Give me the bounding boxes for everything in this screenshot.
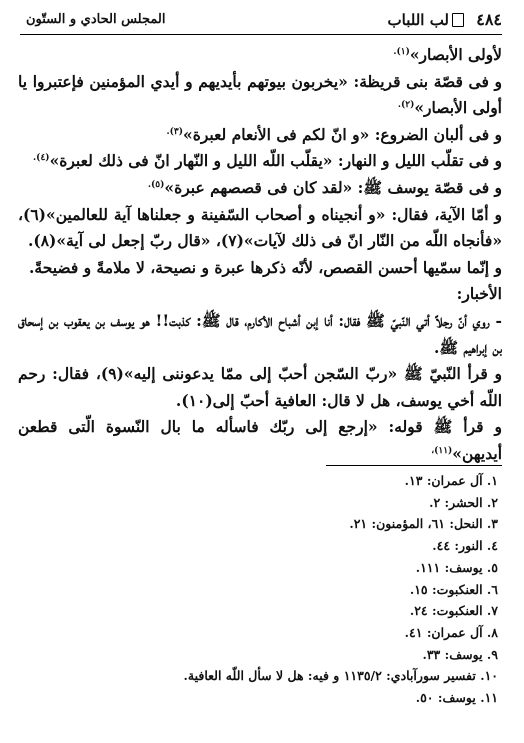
footnote: ١٠. تفسير سورآبادي: ١١٣٥/٢ و فيه: هل لا سأل اللّه العافية. — [183, 668, 498, 684]
book-icon — [452, 13, 464, 27]
page-number: ٤٨٤ — [476, 10, 502, 29]
footnote-divider — [326, 465, 502, 466]
paragraph-text: و قرأ النّبيّ ﷺ «ربّ السّجن أحبّ إلى ممّا يدعوننى إليه» — [123, 364, 503, 384]
heading-text: الأخبار: — [456, 284, 502, 304]
footnote: ٢. الحشر: ٢. — [429, 494, 498, 510]
paragraph-text: لأولى الأبصار» — [409, 45, 502, 64]
paragraph-text: - روي أنّ رجلاً أتي النّبيّ ﷺ فقال: أنا إبن أشباح الأكارم، قال ﷺ: كذبت!! هو يوسف بن يعقوب بن إسحاق بن إبراهيم ﷺ. — [18, 310, 502, 357]
main-text — [18, 42, 502, 468]
footnote-ref: (١). — [393, 46, 410, 57]
footnote-ref: (٥). — [147, 179, 165, 190]
paragraph — [18, 308, 502, 361]
book-title — [388, 11, 464, 29]
paragraph — [18, 69, 502, 122]
paragraph — [18, 414, 502, 467]
footnote: ٩. يوسف: ٣٣. — [422, 646, 498, 662]
page-header — [20, 8, 502, 35]
footnote-ref: (٢). — [397, 100, 415, 111]
section-heading — [18, 281, 502, 308]
footnote-ref-inline: (٩)، فقال: رحم اللّه أخي يوسف، هل لا قال: العافية أحبّ إلى(١٠). — [18, 364, 502, 410]
footnote-ref: (١١)، — [431, 445, 453, 456]
footnote: ٦. العنكبوت: ١٥. — [409, 581, 498, 597]
paragraph-text: و قرأ ﷺ قوله: «إرجع إلى ربّك فاسأله ما بال النّسوة الّتى قطعن أيديهن» — [18, 417, 502, 463]
paragraph-text: و فى قصّة بنى قريظة: «يخربون بيوتهم بأيديهم و أيدي المؤمنين فإعتبروا يا أولى الأبصار» — [18, 71, 502, 118]
paragraph — [18, 42, 502, 69]
paragraph — [18, 122, 502, 149]
paragraph — [18, 202, 502, 255]
paragraph — [18, 361, 502, 414]
book-title-text: لب اللباب — [387, 11, 449, 29]
paragraph-text: و فى تقلّب الليل و النهار: «يقلّب اللّه الليل و النّهار انّ فى ذلك لعبرة» — [49, 151, 502, 171]
footnote: ١١. يوسف: ٥٠. — [415, 690, 498, 706]
paragraph-text: و فى قصّة يوسف ﷺ: «لقد كان فى قصصهم عبرة» — [164, 177, 502, 197]
footnote: ١. آل عمران: ١٣. — [404, 473, 498, 488]
footnotes — [150, 470, 498, 709]
footnote-ref: (٤). — [33, 153, 50, 164]
paragraph — [18, 255, 502, 282]
footnote: ٥. يوسف: ١١١. — [415, 559, 498, 575]
footnote: ٧. العنكبوت: ٢٤. — [409, 603, 498, 619]
footnote: ٤. النور: ٤٤. — [432, 538, 498, 554]
paragraph-text: و أمّا الآية، فقال: «و أنجيناه و أصحاب السّفينة و جعلناها آية للعالمين» — [46, 204, 502, 224]
footnote-ref: (٣). — [166, 126, 184, 137]
footnote-ref-inline: (٦)، «فأنجاه اللّه من النّار انّ فى ذلك لآيات»(٧)، «قال ربّ إجعل لى آية»(٨). — [18, 204, 502, 251]
paragraph — [18, 148, 502, 175]
footnote: ٣. النحل: ٦١، المؤمنون: ٢١. — [349, 516, 498, 532]
paragraph — [18, 175, 502, 202]
paragraph-text: و فى ألبان الضروع: «و انّ لكم فى الأنعام لعبرة» — [183, 124, 502, 144]
chapter-title: المجلس الحادي و الستّون — [26, 12, 166, 27]
paragraph-text: و إنّما سمّيها أحسن القصص، لأنّه ذكرها عبرة و نصيحة، لا ملامةً و فضيحةً. — [28, 257, 502, 277]
footnote: ٨. آل عمران: ٤١. — [404, 624, 498, 640]
